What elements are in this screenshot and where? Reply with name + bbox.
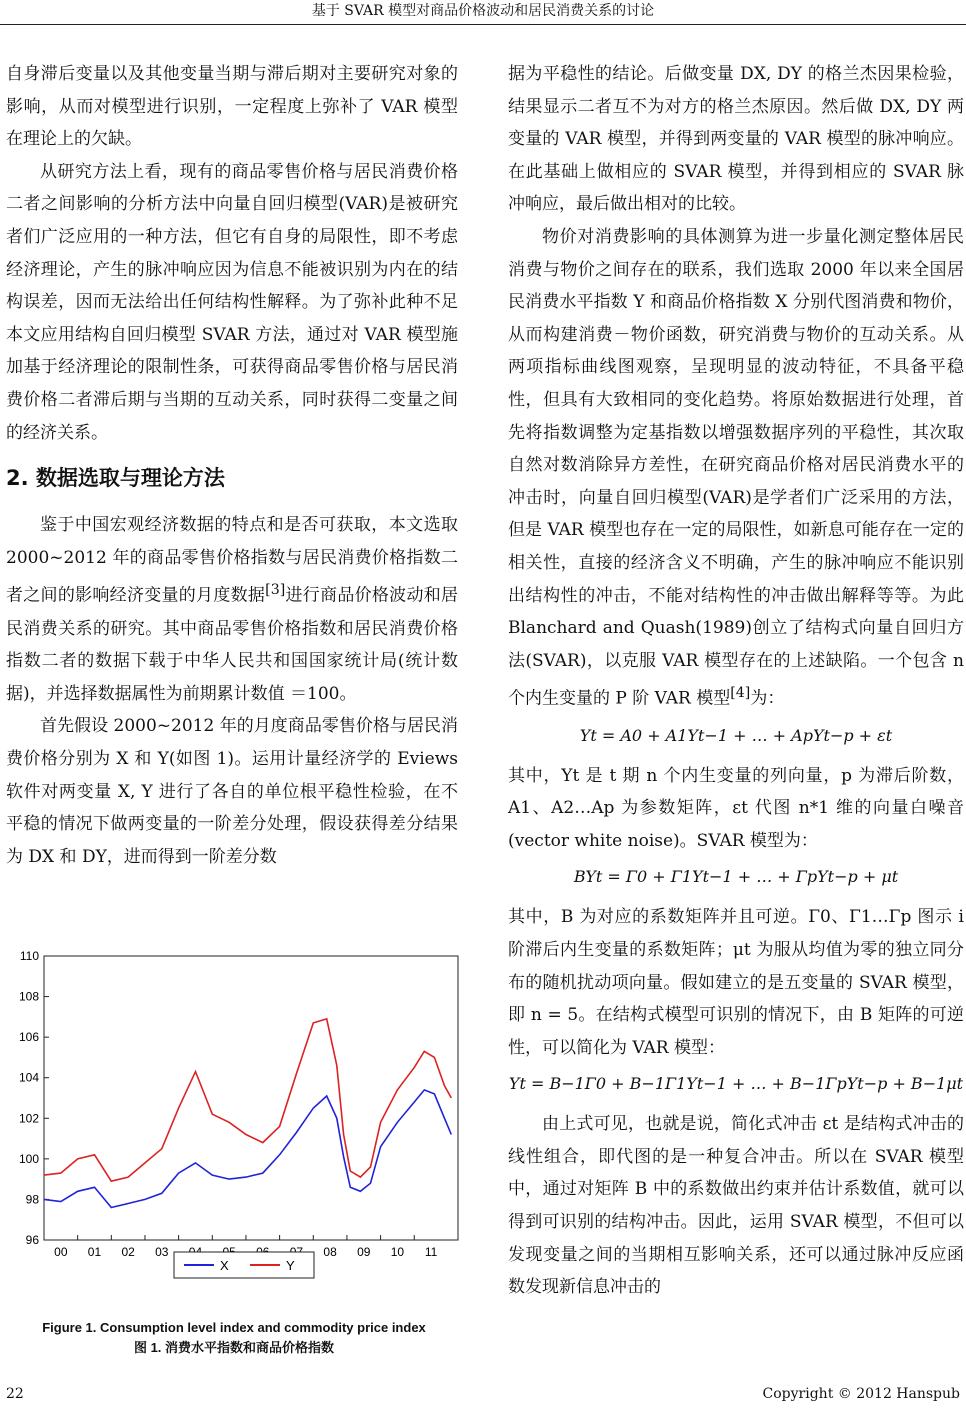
paragraph [6, 509, 458, 710]
equation: Yt = B−1Γ0 + B−1Γ1Yt−1 + … + B−1ΓpYt−p + B−1μt [508, 1074, 964, 1094]
citation[interactable]: [4] [730, 685, 751, 702]
line-chart [6, 948, 462, 1308]
legend-label-Y: Y [286, 1258, 295, 1273]
y-tick-label: 104 [18, 1070, 39, 1085]
copyright: Copyright © 2012 Hanspub [762, 1386, 960, 1402]
legend-label-X: X [220, 1258, 229, 1273]
x-tick-label: 09 [357, 1245, 371, 1259]
equation: BYt = Γ0 + Γ1Yt−1 + … + ΓpYt−p + μt [573, 867, 899, 887]
x-tick-label: 10 [390, 1245, 405, 1259]
caption-cn: 图 1. 消费水平指数和商品价格指数 [133, 1340, 335, 1355]
y-tick-label: 100 [18, 1151, 39, 1166]
running-header: 基于 SVAR 模型对商品价格波动和居民消费关系的讨论 [0, 0, 966, 25]
paragraph: 其中，B 为对应的系数矩阵并且可逆。Γ0、Γ1…Γp 图示 i 阶滞后内生变量的系数矩阵；μt 为服从均值为零的独立同分布的随机扰动项向量。假如建立的是五变量的 SVAR 模型，即 n = 5。在结构式模型可识别的情况下，由 B 矩阵的可逆性，可以简化为 VAR 模型： [508, 907, 964, 1058]
paragraph: 自身滞后变量以及其他变量当期与滞后期对主要研究对象的影响，从而对模型进行识别，一定程度上弥补了 VAR 模型在理论上的欠缺。 [6, 64, 458, 150]
plot-frame [44, 956, 458, 1240]
text-span: 物价对消费影响的具体测算为进一步量化测定整体居民消费与物价之间存在的联系，我们选取 2000 年以来全国居民消费水平指数 Y 和商品价格指数 X 分别代图消费和物价，从而构建消费－物价函数，研究消费与物价的互动关系。从两项指标曲线图观察，呈现明显的波动特征，不具备平稳性，但具有大致相同的变化趋势。将原始数据进行处理，首先将指数调整为定基指数以增强数据序列的平稳性，其次取自然对数消除异方差性，在研究商品价格对居民消费水平的冲击时，向量自回归模型(VAR)是学者们广泛采用的方法，但是 VAR 模型也存在一定的局限性，如新息可能存在一定的相关性，直接的经济含义不明确，产生的脉冲响应不能识别出结构性的冲击，不能对结构性的冲击做出解释等等。为此 Blanchard and Quash(1989)创立了结构式向量自回归方法(SVAR)，以克服 VAR 模型存在的上述缺陷。一个包含 n 个内生变量的 P 阶 VAR 模型 [508, 226, 964, 709]
x-tick-label: 08 [323, 1245, 337, 1259]
section-heading: 2. 数据选取与理论方法 [6, 466, 225, 491]
text-span: 进行商品价格波动和居民消费关系的研究。其中商品零售价格指数和居民消费价格指数二者的数据下载于中华人民共和国国家统计局(统计数据)，并选择数据属性为前期累计数值 ＝100。 [6, 585, 459, 704]
right-column [508, 58, 964, 1304]
page-number: 22 [6, 1386, 24, 1402]
text-span: 鉴于中国宏观经济数据的特点和是否可获取，本文选取 2000~2012 年的商品零售价格指数与居民消费价格指数二者之间的影响经济变量的月度数据 [6, 515, 458, 606]
paragraph: 从研究方法上看，现有的商品零售价格与居民消费价格二者之间影响的分析方法中向量自回归模型(VAR)是被研究者们广泛应用的一种方法，但它有自身的局限性，即不考虑经济理论，产生的脉冲响应因为信息不能被识别为内在的结构误差，因而无法给出任何结构性解释。为了弥补此种不足本文应用结构自回归模型 SVAR 方法，通过对 VAR 模型施加基于经济理论的限制性条，可获得商品零售价格与居民消费价格二者滞后期与当期的互动关系，同时获得二变量之间的经济关系。 [6, 161, 458, 443]
y-tick-label: 96 [25, 1233, 39, 1247]
x-tick-label: 01 [87, 1245, 102, 1259]
x-tick-label: 11 [424, 1245, 438, 1259]
paragraph [508, 221, 964, 716]
y-tick-label: 102 [18, 1111, 39, 1126]
equation: Yt = A0 + A1Yt−1 + … + ApYt−p + εt [579, 725, 893, 745]
text-span: 为： [750, 688, 785, 709]
paragraph: 其中，Yt 是 t 期 n 个内生变量的列向量，p 为滞后阶数，A1、A2…Ap 为参数矩阵，εt 代图 n*1 维的向量白噪音(vector white noise)。SVAR 模型为： [508, 765, 964, 851]
y-tick-label: 108 [18, 989, 39, 1004]
x-tick-label: 02 [121, 1245, 135, 1259]
x-tick-label: 00 [54, 1245, 68, 1259]
y-tick-label: 98 [25, 1192, 39, 1207]
y-tick-label: 110 [19, 949, 39, 963]
left-column [6, 58, 458, 873]
paragraph: 由上式可见，也就是说，简化式冲击 εt 是结构式冲击的线性组合，即代图的是一种复合冲击。所以在 SVAR 模型中，通过对矩阵 B 中的系数做出约束并估计系数值，就可以得到可识别的结构冲击。因此，运用 SVAR 模型，不但可以发现变量之间的当期相互影响关系，还可以通过脉冲反应函数发现新信息冲击的 [508, 1114, 964, 1298]
x-tick-label: 03 [155, 1245, 169, 1259]
figure-1-chart [6, 948, 462, 1308]
citation[interactable]: [3] [265, 582, 286, 599]
paragraph: 据为平稳性的结论。后做变量 DX, DY 的格兰杰因果检验，结果显示二者互不为对方的格兰杰原因。然后做 DX, DY 两变量的 VAR 模型，并得到两变量的 VAR 模型的脉冲响应。在此基础上做相应的 SVAR 模型，并得到相应的 SVAR 脉冲响应，最后做出相对的比较。 [508, 64, 964, 215]
paragraph: 首先假设 2000~2012 年的月度商品零售价格与居民消费价格分别为 X 和 Y(如图 1)。运用计量经济学的 Eviews 软件对两变量 X, Y 进行了各自的单位根平稳性检验，在不平稳的情况下做两变量的一阶差分处理，假设获得差分结果为 DX 和 DY，进而得到一阶差分数 [6, 716, 458, 867]
caption-en: Figure 1. Consumption level index and commodity price index [42, 1320, 426, 1335]
y-tick-label: 106 [18, 1030, 39, 1045]
figure-caption [6, 1318, 462, 1358]
